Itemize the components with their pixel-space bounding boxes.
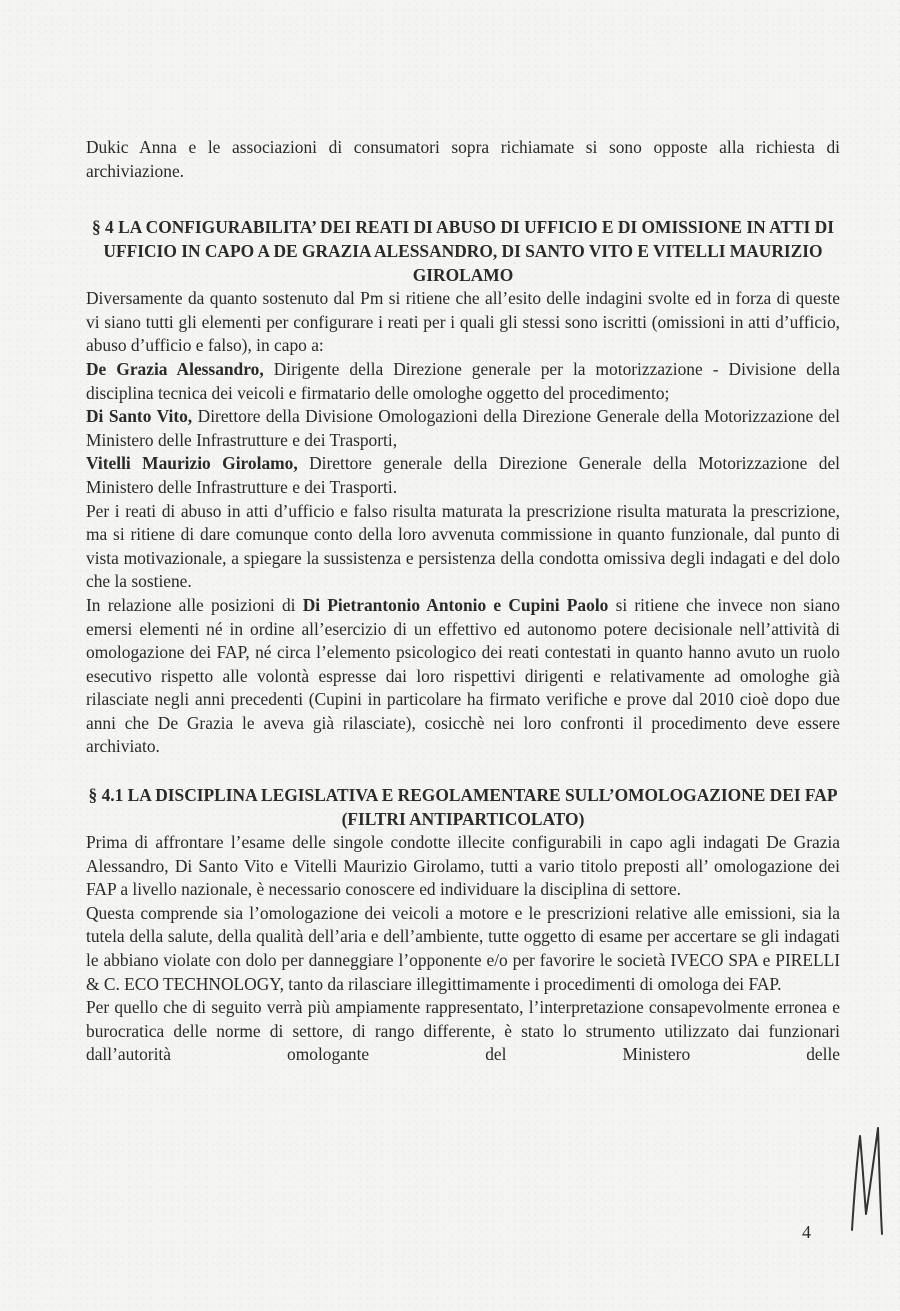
person-name: Di Santo Vito,: [86, 406, 193, 427]
section-4-paragraph-2: Per i reati di abuso in atti d’ufficio e falso risulta maturata la prescrizione risulta maturata la prescrizione, ma si ritiene di dare comunque conto della loro avvenuta commissione in quanto funzionale, dal punto di vista motivazionale, a spiegare la sussistenza e persistenza della condotta omissiva degli indagati e del dolo che la sostiene.: [86, 500, 840, 592]
section-4-paragraph-3: [86, 594, 840, 759]
person-description: Direttore della Divisione Omologazioni della Direzione Generale della Motorizzazione del Ministero delle Infrastrutture e dei Trasporti,: [86, 406, 840, 450]
section-4-1-paragraph-1: Prima di affrontare l’esame delle singole condotte illecite configurabili in capo agli indagati De Grazia Alessandro, Di Santo Vito e Vitelli Maurizio Girolamo, tutti a vario titolo preposti all’ omologazione dei FAP a livello nazionale, è necessario conoscere ed individuare la disciplina di settore.: [86, 832, 840, 900]
intro-paragraph: Dukic Anna e le associazioni di consumatori sopra richiamate si sono opposte alla richiesta di archiviazione.: [86, 137, 840, 181]
person-de-grazia: [86, 358, 840, 405]
section-4-heading: § 4 LA CONFIGURABILITA’ DEI REATI DI ABUSO DI UFFICIO E DI OMISSIONE IN ATTI DI UFFICIO IN CAPO A DE GRAZIA ALESSANDRO, DI SANTO VITO E VITELLI MAURIZIO GIROLAMO: [92, 217, 834, 286]
handwritten-signature: [846, 1118, 892, 1238]
paragraph-text: In relazione alle posizioni di: [86, 594, 303, 615]
bold-names: Di Pietrantonio Antonio e Cupini Paolo: [302, 594, 609, 615]
person-vitelli: [86, 452, 840, 499]
person-description: Direttore generale della Direzione Generale della Motorizzazione del Ministero delle Infrastrutture e dei Trasporti.: [86, 453, 840, 497]
person-name: Vitelli Maurizio Girolamo,: [86, 453, 298, 474]
section-4-1-paragraph-3: Per quello che di seguito verrà più ampiamente rappresentato, l’interpretazione consapevolmente erronea e burocratica delle norme di settore, di rango differente, è stato lo strumento utilizzato dai funzionari dall’autorità omologante del Ministero delle: [86, 997, 840, 1065]
section-4-1-paragraph-2: Questa comprende sia l’omologazione dei veicoli a motore e le prescrizioni relative alle emissioni, sia la tutela della salute, della qualità dell’aria e dell’ambiente, tutte oggetto di esame per accertare se gli indagati le abbiano violate con dolo per danneggiare l’opponente e/o per favorire le società IVECO SPA e PIRELLI & C. ECO TECHNOLOGY, tanto da rilasciare illegittimamente i procedimenti di omologa dei FAP.: [86, 902, 840, 994]
paragraph-text: si ritiene che invece non siano emersi elementi né in ordine all’esercizio di un effettivo ed autonomo potere decisionale nell’attività di omologazione dei FAP, né circa l’elemento psicologico dei reati contestati in quanto hanno avuto un ruolo esecutivo rispetto alle volontà espresse dai loro rispettivi dirigenti e relativamente ad omologhe già rilasciate negli anni precedenti (Cupini in particolare ha firmato verifiche e prove dal 2010 cioè dopo due anni che De Grazia le aveva già rilasciate), cosicchè nei loro confronti il procedimento deve essere archiviato.: [86, 594, 840, 757]
section-4-1-heading: § 4.1 LA DISCIPLINA LEGISLATIVA E REGOLAMENTARE SULL’OMOLOGAZIONE DEI FAP (FILTRI ANTIPARTICOLATO): [88, 785, 838, 830]
page-number: 4: [802, 1222, 811, 1242]
person-name: De Grazia Alessandro,: [86, 358, 264, 379]
person-description: Dirigente della Direzione generale per la motorizzazione - Divisione della disciplina tecnica dei veicoli e firmatario delle omologhe oggetto del procedimento;: [86, 358, 840, 403]
person-di-santo: [86, 405, 840, 452]
section-4-paragraph-1: Diversamente da quanto sostenuto dal Pm si ritiene che all’esito delle indagini svolte ed in forza di queste vi siano tutti gli elementi per configurare i reati per i quali gli stessi sono iscritti (omissioni in atti d’ufficio, abuso d’ufficio e falso), in capo a:: [86, 288, 840, 356]
document-body: [86, 136, 840, 1067]
